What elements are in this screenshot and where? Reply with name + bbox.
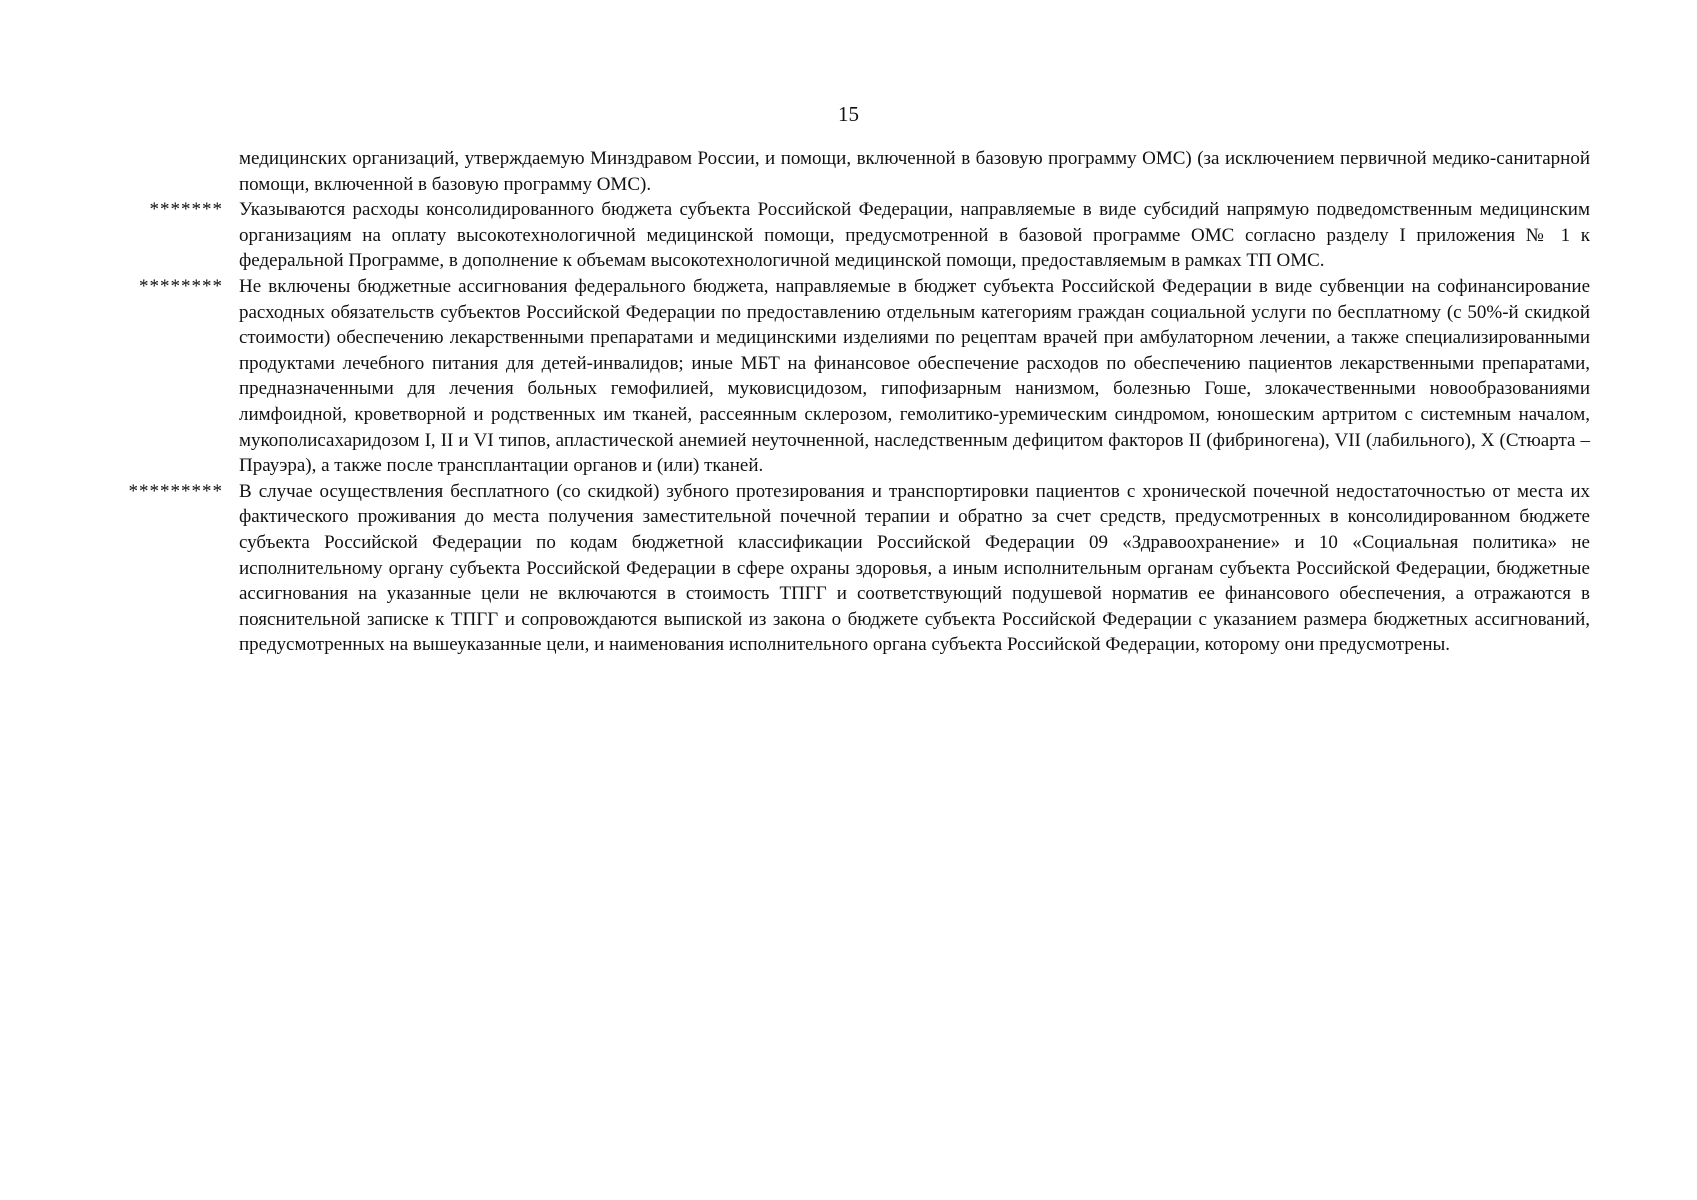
footnote-text: В случае осуществления бесплатного (со скидкой) зубного протезирования и транспортировки пациентов с хронической почечной недостаточностью от места их фактического проживания до места получения заместительной почечной терапии и обратно за счет средств, предусмотренных в консолидированном бюджете субъекта Российской Федерации по кодам бюджетной классификации Российской Федерации 09 «Здравоохранение» и 10 «Социальная политика» не исполнительному органу субъекта Российской Федерации в сфере охраны здоровья, а иным исполнительным органам субъекта Российской Федерации, бюджетные ассигнования на указанные цели не включаются в стоимость ТПГГ и соответствующий подушевой норматив ее финансового обеспечения, а отражаются в пояснительной записке к ТПГГ и сопровождаются выпиской из закона о бюджете субъекта Российской Федерации с указанием размера бюджетных ассигнований, предусмотренных на вышеуказанные цели, и наименования исполнительного органа субъекта Российской Федерации, которому они предусмотрены.	[239, 480, 1590, 656]
page-number: 15	[838, 102, 859, 126]
footnote-continuation	[120, 146, 1590, 197]
footnote-marker: *******	[149, 199, 223, 221]
footnote-9	[120, 479, 1590, 658]
footnote-7	[120, 197, 1590, 274]
footnote-marker: ********	[139, 275, 223, 297]
footnotes-list	[120, 146, 1590, 658]
footnote-marker: *********	[128, 480, 223, 502]
footnote-text: Указываются расходы консолидированного бюджета субъекта Российской Федерации, направляемые в виде субсидий напрямую подведомственным медицинским организациям на оплату высокотехнологичной медицинской помощи, предусмотренной в базовой программе ОМС согласно разделу I приложения № 1 к федеральной Программе, в дополнение к объемам высокотехнологичной медицинской помощи, предоставляемым в рамках ТП ОМС.	[239, 199, 1590, 272]
footnote-text: Не включены бюджетные ассигнования федерального бюджета, направляемые в бюджет субъекта Российской Федерации в виде субвенции на софинансирование расходных обязательств субъектов Российской Федерации по предоставлению отдельным категориям граждан социальной услуги по бесплатному (с 50%-й скидкой стоимости) обеспечению лекарственными препаратами и медицинскими изделиями по рецептам врачей при амбулаторном лечении, а также специализированными продуктами лечебного питания для детей-инвалидов; иные МБТ на финансовое обеспечение расходов по обеспечению пациентов лекарственными препаратами, предназначенными для лечения больных гемофилией, муковисцидозом, гипофизарным нанизмом, болезнью Гоше, злокачественными новообразованиями лимфоидной, кроветворной и родственных им тканей, рассеянным склерозом, гемолитико-уремическим синдромом, юношеским артритом с системным началом, мукополисахаридозом I, II и VI типов, апластической анемией неуточненной, наследственным дефицитом факторов II (фибриногена), VII (лабильного), X (Стюарта – Прауэра), а также после трансплантации органов и (или) тканей.	[239, 275, 1590, 477]
footnote-text: медицинских организаций, утверждаемую Минздравом России, и помощи, включенной в базовую программу ОМС) (за исключением первичной медико-санитарной помощи, включенной в базовую программу ОМС).	[239, 148, 1590, 195]
footnote-8	[120, 274, 1590, 479]
